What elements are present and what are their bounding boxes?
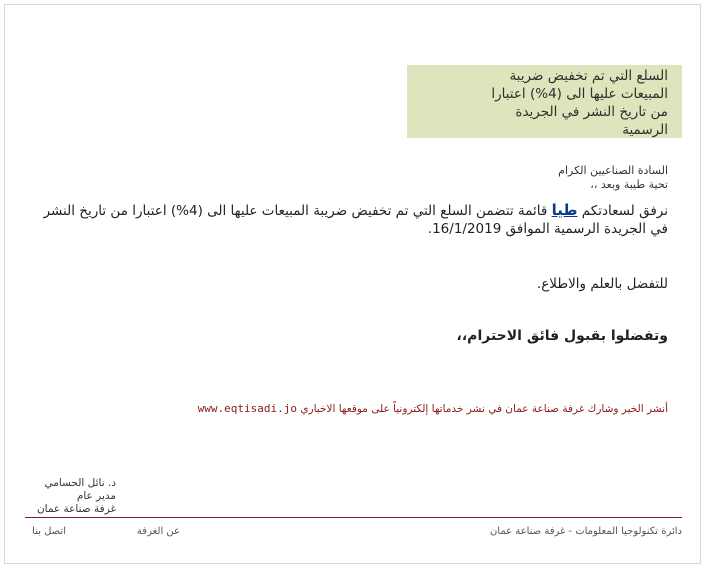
title-line: المبيعات عليها الى (4%) اعتبارا: [491, 86, 668, 102]
greeting-line-2: تحية طيبة وبعد ،،: [590, 178, 668, 191]
attachment-link[interactable]: طيا: [551, 201, 578, 219]
footer-divider: [25, 517, 682, 518]
footer-about-link[interactable]: عن الغرفة: [136, 526, 180, 537]
share-line: [198, 402, 668, 415]
info-line: للتفضل بالعلم والاطلاع.: [536, 276, 668, 292]
footer-department: دائرة تكنولوجيا المعلومات - غرفة صناعة عمان: [489, 526, 682, 537]
title-line: الرسمية: [622, 122, 668, 138]
signature-org: غرفة صناعة عمان: [36, 503, 116, 515]
site-link[interactable]: www.eqtisadi.jo: [197, 402, 297, 415]
body-text-after: قائمة تتضمن السلع التي تم تخفيض ضريبة المبيعات عليها الى (4%) اعتبارا من تاريخ النشر في الجريدة الرسمية الموافق 16/1/2019.: [43, 203, 668, 237]
greeting: [558, 164, 668, 192]
body-text-before: نرفق لسعادتكم: [577, 203, 668, 219]
footer-contact-link[interactable]: اتصل بنا: [32, 526, 66, 537]
signature-role: مدير عام: [76, 490, 116, 502]
title-box: [407, 65, 682, 138]
greeting-line-1: السادة الصناعيين الكرام: [558, 164, 668, 177]
signature-name: د. نائل الحسامي: [44, 477, 116, 489]
signature-block: [0, 477, 116, 516]
regards-line: وتفضلوا بقبول فائق الاحترام،،: [456, 328, 668, 344]
body-paragraph: [28, 201, 668, 238]
share-text: أنشر الخير وشارك غرفة صناعة عمان في نشر خدماتها إلكترونياً على موقعها الاخباري: [297, 403, 668, 415]
title-line: من تاريخ النشر في الجريدة: [515, 104, 668, 120]
title-line: السلع التي تم تخفيض ضريبة: [509, 68, 668, 84]
